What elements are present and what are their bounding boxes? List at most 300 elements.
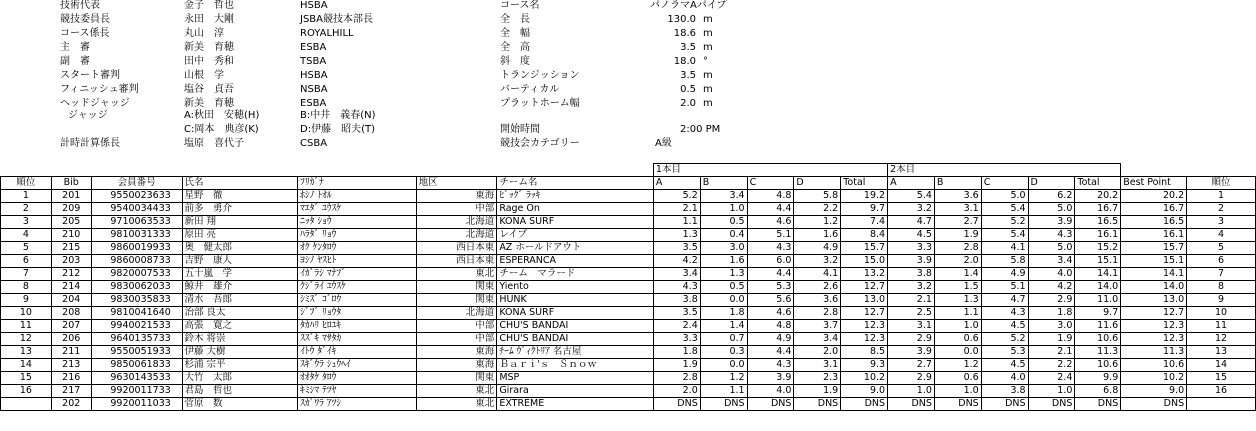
official-name: 丸山 淳 [184,28,224,39]
table-cell: ﾋﾞｯｸﾞ ﾗｯｷ [497,190,654,203]
table-cell: 3.5 [653,307,700,320]
table-cell: 4.2 [1028,281,1075,294]
table-cell: 9830035833 [91,294,182,307]
start-time-value: 2:00 PM [680,124,721,135]
table-cell: 8 [1,281,52,294]
table-cell: 1.8 [653,346,700,359]
table-cell: ｽｽﾞｷ ﾏｻﾀｶ [298,333,417,346]
table-cell: 9710063533 [91,216,182,229]
table-cell: Girara [497,385,654,398]
table-cell: レイブ [497,229,654,242]
table-cell: DNS [700,398,747,411]
table-cell: 1.0 [934,320,981,333]
category-value: A級 [655,138,672,149]
table-cell: 203 [51,255,91,268]
table-cell: 16 [1,385,52,398]
course-spec-value: 18.6 [673,28,696,39]
table-cell: 関東 [416,372,497,385]
table-cell: 15 [1187,372,1256,385]
table-cell: 東北 [416,398,497,411]
table-cell: 3.3 [888,242,935,255]
table-cell: ｽｷﾞｳﾗ ｼｭｳﾍｲ [298,359,417,372]
official-org: TSBA [300,56,327,67]
course-spec-label: トランジッション [500,70,580,81]
table-cell: 9550023633 [91,190,182,203]
official-role: フィニッシュ審判 [60,84,139,95]
table-cell: 西日本東 [416,255,497,268]
table-cell: 5.0 [981,190,1028,203]
table-cell: 北海道 [416,216,497,229]
table-cell: 4.5 [888,229,935,242]
table-cell: 9860019933 [91,242,182,255]
table-cell: 214 [51,281,91,294]
result-rows [1,190,1256,411]
table-cell: 14.1 [1121,268,1187,281]
table-cell: 9940021533 [91,320,182,333]
course-spec-label: コース名 [500,0,540,11]
table-row [1,359,1256,372]
table-cell: 3.1 [794,359,841,372]
table-row [1,190,1256,203]
table-cell: 4 [1187,229,1256,242]
table-cell: 210 [51,229,91,242]
table-cell: 3.9 [1028,216,1075,229]
table-cell: 3.4 [653,268,700,281]
column-header: チーム名 [497,177,654,190]
table-cell: DNS [747,398,794,411]
table-cell: ｼﾐｽﾞ ｺﾞﾛｳ [298,294,417,307]
table-cell: 9.7 [841,203,888,216]
table-cell: 15 [1,372,52,385]
table-cell: 0.4 [700,229,747,242]
course-spec-label: 全 幅 [500,28,530,39]
table-cell: 中部 [416,320,497,333]
table-cell: 15.0 [841,255,888,268]
table-cell: 4 [1,229,52,242]
table-cell: 6 [1187,255,1256,268]
table-cell: 3.9 [888,346,935,359]
course-spec-value: パノラマAパイプ [650,0,727,11]
table-cell: ﾖｼﾉ ﾔｽﾋﾄ [298,255,417,268]
table-cell: 4.8 [747,190,794,203]
table-cell: 鯨井 雄介 [182,281,298,294]
table-cell: 5.2 [981,333,1028,346]
column-header: 氏名 [182,177,298,190]
table-cell: 16.7 [1075,203,1121,216]
table-cell: 15.1 [1121,255,1187,268]
table-cell: 中部 [416,333,497,346]
course-spec-value: 18.0 [673,56,696,67]
table-cell: 15.7 [1121,242,1187,255]
table-cell: ｸｼﾞﾗｲ ﾕｳｽｹ [298,281,417,294]
run-header-row [1,164,1256,177]
table-cell: 9830062033 [91,281,182,294]
table-row [1,346,1256,359]
official-org: NSBA [300,84,328,95]
table-cell: 1.9 [934,229,981,242]
official-role: 主 審 [60,42,90,53]
table-cell: DNS [1075,398,1121,411]
column-header: ﾌﾘｶﾞﾅ [298,177,417,190]
table-cell: 1.3 [653,229,700,242]
table-cell: 2.6 [794,281,841,294]
table-cell: 1.1 [700,385,747,398]
table-cell: 14.1 [1075,268,1121,281]
table-cell: 4.1 [981,242,1028,255]
column-header: A [653,177,700,190]
table-cell: 東北 [416,385,497,398]
table-cell: 0.0 [700,359,747,372]
table-cell: 星野 徹 [182,190,298,203]
table-cell: AZ ホールドアウト [497,242,654,255]
course-spec-label: 全 高 [500,42,530,53]
table-cell: 0.6 [934,333,981,346]
course-spec-unit: m [703,28,713,39]
table-cell: 2.9 [1028,294,1075,307]
table-cell [1,398,52,411]
table-cell: 5.2 [981,216,1028,229]
table-cell: 大竹 太郎 [182,372,298,385]
table-cell: 4.7 [888,216,935,229]
table-cell: 16.7 [1121,203,1187,216]
official-role: ヘッドジャッジ [60,98,130,109]
official-org: ROYALHILL [300,28,354,39]
table-cell: 8.5 [841,346,888,359]
table-cell: ﾏｴﾀﾞ ﾕｳｽｹ [298,203,417,216]
table-cell: EXTREME [497,398,654,411]
table-cell: 5.0 [1028,242,1075,255]
table-cell: 11.6 [1075,320,1121,333]
table-cell: 3.4 [700,190,747,203]
table-cell: 1.3 [934,294,981,307]
table-cell: 鈴木 将崇 [182,333,298,346]
table-cell: 1.8 [1028,307,1075,320]
table-cell: 20.2 [1075,190,1121,203]
table-cell: 4.4 [747,203,794,216]
table-cell: 3.9 [888,255,935,268]
table-cell: DNS [888,398,935,411]
table-cell: 君島 哲也 [182,385,298,398]
table-cell: 10.6 [1121,359,1187,372]
table-cell: 東海 [416,359,497,372]
table-cell: Yiento [497,281,654,294]
table-cell: 9810031333 [91,229,182,242]
table-cell: 2.8 [934,242,981,255]
judge-a: A:秋田 安穂(H) [184,110,260,121]
judge-c: C:岡本 典彦(K) [184,124,259,135]
table-cell: 5.1 [747,229,794,242]
table-row [1,333,1256,346]
table-cell: 1.9 [653,359,700,372]
table-cell: 1.3 [700,268,747,281]
table-cell: 0.3 [700,346,747,359]
table-cell: 14.0 [1121,281,1187,294]
table-cell: 4.2 [653,255,700,268]
table-cell: 3.2 [888,281,935,294]
table-cell: 2.1 [1028,346,1075,359]
course-spec-value: 3.5 [680,70,696,81]
table-cell: ESPERANCA [497,255,654,268]
table-cell: 9 [1,294,52,307]
table-cell: 4.8 [747,320,794,333]
table-cell: 2.5 [888,307,935,320]
table-cell: 10.6 [1075,333,1121,346]
table-cell: 16 [1187,385,1256,398]
course-spec-value: 130.0 [667,14,696,25]
column-header: Best Point [1121,177,1187,190]
official-org: ESBA [300,98,327,109]
table-cell: 6.8 [1075,385,1121,398]
table-cell: Ｂａｒｉ'ｓ Ｓｎｏｗ [497,359,654,372]
column-header: A [888,177,935,190]
table-cell: 15.2 [1075,242,1121,255]
table-cell: 5.8 [981,255,1028,268]
course-spec-label: 斜 度 [500,56,530,67]
table-cell: 2 [1,203,52,216]
table-cell: 2.1 [653,203,700,216]
table-cell: 3.9 [747,372,794,385]
table-cell: ｵｸ ｹﾝﾀﾛｳ [298,242,417,255]
table-cell: 0.5 [700,281,747,294]
table-cell: 北海道 [416,229,497,242]
table-cell: 関東 [416,294,497,307]
category-label: 競技会カテゴリー [500,138,580,149]
table-cell: 5.2 [653,190,700,203]
table-cell: 清水 吾郎 [182,294,298,307]
table-cell: ｽｶﾞﾜﾗ ｱﾂｼ [298,398,417,411]
table-cell: 9.3 [841,359,888,372]
table-cell: 16.1 [1121,229,1187,242]
table-cell: 5.4 [981,229,1028,242]
table-cell: 9860008733 [91,255,182,268]
judges-label: ジャッジ [68,110,108,121]
table-cell: 1.2 [794,216,841,229]
table-cell: 19.2 [841,190,888,203]
table-cell: 伊藤 大樹 [182,346,298,359]
official-name: 新美 育穂 [184,98,234,109]
table-cell: 9820007533 [91,268,182,281]
table-row [1,268,1256,281]
table-cell: 2.3 [794,372,841,385]
table-cell: 9540034433 [91,203,182,216]
table-cell: 208 [51,307,91,320]
table-row [1,255,1256,268]
table-cell: 吉野 康人 [182,255,298,268]
table-cell: HUNK [497,294,654,307]
table-cell: 12 [1,333,52,346]
table-cell: 東海 [416,190,497,203]
table-cell: 206 [51,333,91,346]
table-cell: 1.2 [700,372,747,385]
table-cell: DNS [794,398,841,411]
table-cell: 9.7 [1075,307,1121,320]
table-cell: 0.0 [700,294,747,307]
results-table [0,163,1256,411]
table-cell: ｵｵﾀｹ ﾀﾛｳ [298,372,417,385]
course-spec-unit: m [703,42,713,53]
table-cell: 奥 健太郎 [182,242,298,255]
table-cell: 4.0 [1028,268,1075,281]
table-cell: 1.0 [888,385,935,398]
table-cell: 中部 [416,203,497,216]
table-cell: 3.8 [653,294,700,307]
course-spec-unit: ° [703,56,708,67]
table-cell: 14 [1187,359,1256,372]
official-org: ESBA [300,42,327,53]
column-header: D [794,177,841,190]
course-spec-unit: m [703,14,713,25]
table-cell: 4.1 [794,268,841,281]
table-cell: 10.2 [1121,372,1187,385]
course-spec-value: 0.5 [680,84,696,95]
table-cell: 4.0 [981,372,1028,385]
table-cell: 207 [51,320,91,333]
table-cell: 10 [1187,307,1256,320]
table-cell: ｼﾞﾌﾞ ﾘｮｳﾀ [298,307,417,320]
table-cell: 213 [51,359,91,372]
table-cell: 0.0 [934,346,981,359]
table-cell: 3.2 [888,203,935,216]
table-cell: 16.5 [1121,216,1187,229]
table-cell: 3.8 [981,385,1028,398]
table-cell: Rage On [497,203,654,216]
table-cell: 1.0 [1028,385,1075,398]
timekeeper-org: CSBA [300,138,328,149]
column-header: Total [841,177,888,190]
table-cell: 9920011033 [91,398,182,411]
table-cell [1187,398,1256,411]
table-cell: 2 [1187,203,1256,216]
table-cell: 12.7 [1121,307,1187,320]
table-cell: 9550051933 [91,346,182,359]
judge-b: B:中井 義春(N) [300,110,376,121]
table-cell: 13.2 [841,268,888,281]
table-row [1,385,1256,398]
table-cell: 5 [1187,242,1256,255]
table-row [1,281,1256,294]
course-spec-unit: m [703,84,713,95]
table-cell: 1.1 [934,307,981,320]
table-cell: DNS [1028,398,1075,411]
table-cell: DNS [841,398,888,411]
table-cell: 3.1 [934,203,981,216]
table-cell: 212 [51,268,91,281]
table-cell: ﾆｯﾀ ｼｮｳ [298,216,417,229]
table-cell: 5.0 [1028,203,1075,216]
table-row [1,294,1256,307]
table-cell: 13 [1187,346,1256,359]
table-cell: 10.2 [841,372,888,385]
table-cell: 東北 [416,268,497,281]
table-cell: 9640135733 [91,333,182,346]
table-cell: 1.0 [934,385,981,398]
table-cell: 3.4 [1028,255,1075,268]
table-cell: ﾎｼﾉ ﾄｵﾙ [298,190,417,203]
table-cell: 216 [51,372,91,385]
table-cell: 6 [1,255,52,268]
column-header: 地区 [416,177,497,190]
table-cell: 4.5 [981,359,1028,372]
table-cell: ｲﾄｳ ﾀﾞｲｷ [298,346,417,359]
table-cell: ﾊﾗﾀﾞ ﾘｮｳ [298,229,417,242]
table-cell: 2.7 [934,216,981,229]
official-role: 技術代表 [60,0,100,11]
table-row [1,216,1256,229]
table-cell: 5.1 [981,281,1028,294]
table-cell: 2.4 [653,320,700,333]
table-cell: 9630143533 [91,372,182,385]
table-cell: 9.0 [1121,385,1187,398]
table-cell: 9810041640 [91,307,182,320]
table-cell: 3.8 [888,268,935,281]
official-name: 新美 育穂 [184,42,234,53]
table-cell: 15.7 [841,242,888,255]
table-cell: CHU'S BANDAI [497,333,654,346]
table-cell: 12.7 [841,281,888,294]
table-cell: チーム マラード [497,268,654,281]
table-cell: 2.1 [888,294,935,307]
table-cell: 205 [51,216,91,229]
table-cell: 5.4 [888,190,935,203]
table-cell: 4.3 [747,359,794,372]
table-cell: 原田 亮 [182,229,298,242]
table-cell: 4.6 [747,216,794,229]
table-cell: 209 [51,203,91,216]
table-cell: 16.5 [1075,216,1121,229]
table-cell: 10 [1,307,52,320]
table-cell: 北海道 [416,307,497,320]
table-cell: KONA SURF [497,216,654,229]
table-cell: 西日本東 [416,242,497,255]
table-cell: 20.2 [1121,190,1187,203]
table-cell: 4.4 [747,346,794,359]
column-header: Bib [51,177,91,190]
official-role: 副 審 [60,56,90,67]
table-cell: KONA SURF [497,307,654,320]
table-cell: 4.3 [981,307,1028,320]
run2-label: 2本目 [888,164,1121,177]
table-cell: 1.5 [934,281,981,294]
table-row [1,372,1256,385]
table-cell: 2.8 [794,307,841,320]
official-org: HSBA [300,0,328,11]
judge-d: D:伊藤 昭夫(T) [300,124,375,135]
table-cell: 2.2 [794,203,841,216]
table-cell: 15.1 [1075,255,1121,268]
table-cell: 7 [1187,268,1256,281]
course-spec-label: 全 長 [500,14,530,25]
table-cell: 11.3 [1075,346,1121,359]
table-cell: 11.3 [1121,346,1187,359]
table-cell: 1.4 [934,268,981,281]
column-header: 順位 [1187,177,1256,190]
official-name: 塩谷 貞吾 [184,84,234,95]
table-cell: DNS [653,398,700,411]
table-cell: 202 [51,398,91,411]
table-cell: 13 [1,346,52,359]
timekeeper-name: 塩原 喜代子 [184,138,244,149]
column-header: B [700,177,747,190]
officials-section [0,0,1256,152]
table-cell: 1.2 [934,359,981,372]
table-cell: ﾀｶﾊﾘ ﾋﾛﾕｷ [298,320,417,333]
course-spec-label: バーティカル [500,84,560,95]
table-cell: DNS [1121,398,1187,411]
table-cell: 4.9 [981,268,1028,281]
run1-label: 1本目 [653,164,887,177]
table-row [1,229,1256,242]
table-cell: 1 [1,190,52,203]
